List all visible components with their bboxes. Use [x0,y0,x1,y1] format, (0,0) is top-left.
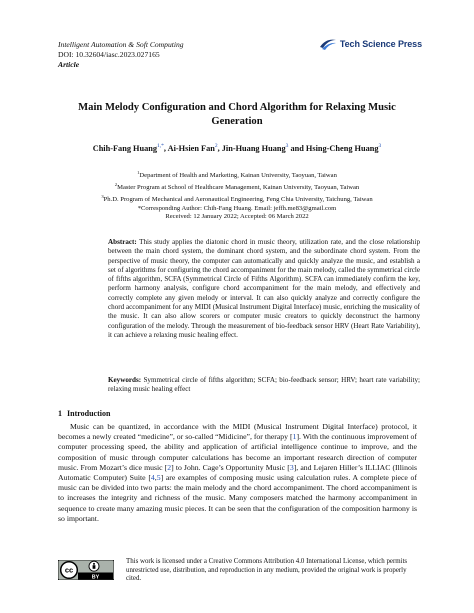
affiliation-text: Master Program at School of Healthcare Management, Kainan University, Taoyuan, Taiwan [117,184,360,192]
author-name: Hsing-Cheng Huang [305,143,379,153]
paper-title [60,101,414,128]
doi[interactable]: DOI: 10.32604/iasc.2023.027165 [58,50,160,59]
title-line: Generation [211,115,263,127]
keywords [108,376,420,395]
body-text: Music can be quantized, in accordance with the MIDI (Musical Instrument Digital Interface) protocol, it becomes a newly created “medicine”, or so-called “Midicine”, for therapy [ [58,422,417,442]
article-type: Article [58,60,80,69]
abstract-label: Abstract: [108,238,137,246]
keywords-text: Symmetrical circle of fifths algorithm; SCFA; bio-feedback sensor; HRV; heart rate variability; relaxing music healing effect [108,376,420,394]
abstract [108,238,420,340]
author-list [40,143,434,153]
author-name: Jin-Huang Huang [221,143,286,153]
cc-by-license-icon[interactable] [58,560,114,580]
cc-badge-text: cc [64,565,74,575]
author-separator: , [163,143,168,153]
journal-header [58,40,184,70]
body-text: ]. With the continuous improvement of computer processing speed, the ability and application of artificial intelligence continue to improve, and the composition of music through computer calculations has become an important research direction of computer music. From Mozart’s dice music [ [58,432,418,472]
publisher-name: Tech Science Press [339,39,422,49]
intro-paragraph [58,422,417,524]
affiliation-text: Department of Health and Marketing, Kainan University, Taoyuan, Taiwan [139,172,337,180]
abstract-text: This study applies the diatonic chord in music theory, utilization rate, and the close relationship between the main chord system, the dominant chord system, and the subordinate chord system. From the perspective of music theory, the computer can automatically and quickly analyze the music, and establish a set of algorithms for configuring the chord accompaniment for the main melody, called the symmetrical circle of fifths algorithm, SCFA (Symmetrical Circle of Fifths Algorithm). SCFA can immediately confirm the key, perform harmony analysis, configure chord accompaniment for the main melody, and effectively and correctly complete any given melody or interval. It can also quickly analyze and correctly configure the chord accompaniment for any MIDI (Musical Instrument Digital Interface) music, enriching the musicality of the music. It can also allow scorers or computer music creators to quickly deconstruct the harmony configuration of the melody. Through the measurement of bio-feedback sensor HRV (Heart Rate Variability), it can achieve a relaxing music healing effect. [108,238,420,339]
affiliation-line [40,193,434,205]
body-text: ], and Lejaren Hiller’s ILLIAC (Illinois Automatic Computer) Suite [ [58,462,418,483]
publisher-swoosh-icon [319,37,337,51]
license-text: This work is licensed under a Creative Commons Attribution 4.0 International License, which permits unrestricted use, distribution, and reproduction in any medium, provided the original work is properly cited. [126,558,408,583]
author-affil-ref[interactable]: 1,* [157,143,164,149]
citation-link[interactable]: 1 [292,432,297,442]
keywords-label: Keywords: [108,376,142,384]
title-line: Main Melody Configuration and Chord Algorithm for Relaxing Music [78,102,396,113]
author-name: Ai-Hsien Fan [167,143,215,153]
body-text: ] to John. Cage’s Opportunity Music [ [171,462,290,472]
section-number: 1 [58,409,62,418]
body-text: , [154,473,157,483]
body-text: ] are examples of composing music using calculation rules. A complete piece of music can be divided into two parts: the main melody and the chord accompaniment. The chord accompaniment is to increases the integrity and richness of the music. Many composers matched the harmony accompaniment in sequence to create many amazing music pieces. It can be seen that the configuration of the composition harmony is so important. [58,473,417,523]
received-dates: Received: 12 January 2022; Accepted: 06 March 2022 [165,213,309,221]
citation-link[interactable]: 2 [167,462,172,472]
affiliation-line [40,169,434,181]
citation-link[interactable]: 5 [156,473,161,483]
author-affil-ref[interactable]: 3 [378,143,382,149]
by-badge-text: BY [91,574,100,580]
affiliation-text: Ph.D. Program of Mechanical and Aeronautical Engineering, Feng Chia University, Taichung, Taiwan [103,195,373,203]
citation-link[interactable]: 3 [289,462,294,472]
affiliation-number: 2 [114,181,118,187]
section-title: Introduction [67,409,111,418]
author-name: Chih-Fang Huang [92,143,158,153]
publisher-logo [319,37,422,51]
license-block [58,558,420,588]
citation-link[interactable]: 4 [150,473,155,483]
author-separator: and [288,143,306,153]
affiliation-line [40,181,434,193]
journal-name: Intelligent Automation & Soft Computing [58,40,184,49]
author-affil-ref[interactable]: 3 [285,143,289,149]
author-separator: , [217,143,222,153]
affiliations [40,169,434,222]
section-heading [58,409,110,418]
affiliation-number: 3 [101,193,104,199]
author-affil-ref[interactable]: 2 [214,143,218,149]
affiliation-number: 1 [137,170,140,175]
corresponding-author: *Corresponding Author: Chih-Fang Huang. Email: jeffh.me83@gmail.com [137,204,337,212]
